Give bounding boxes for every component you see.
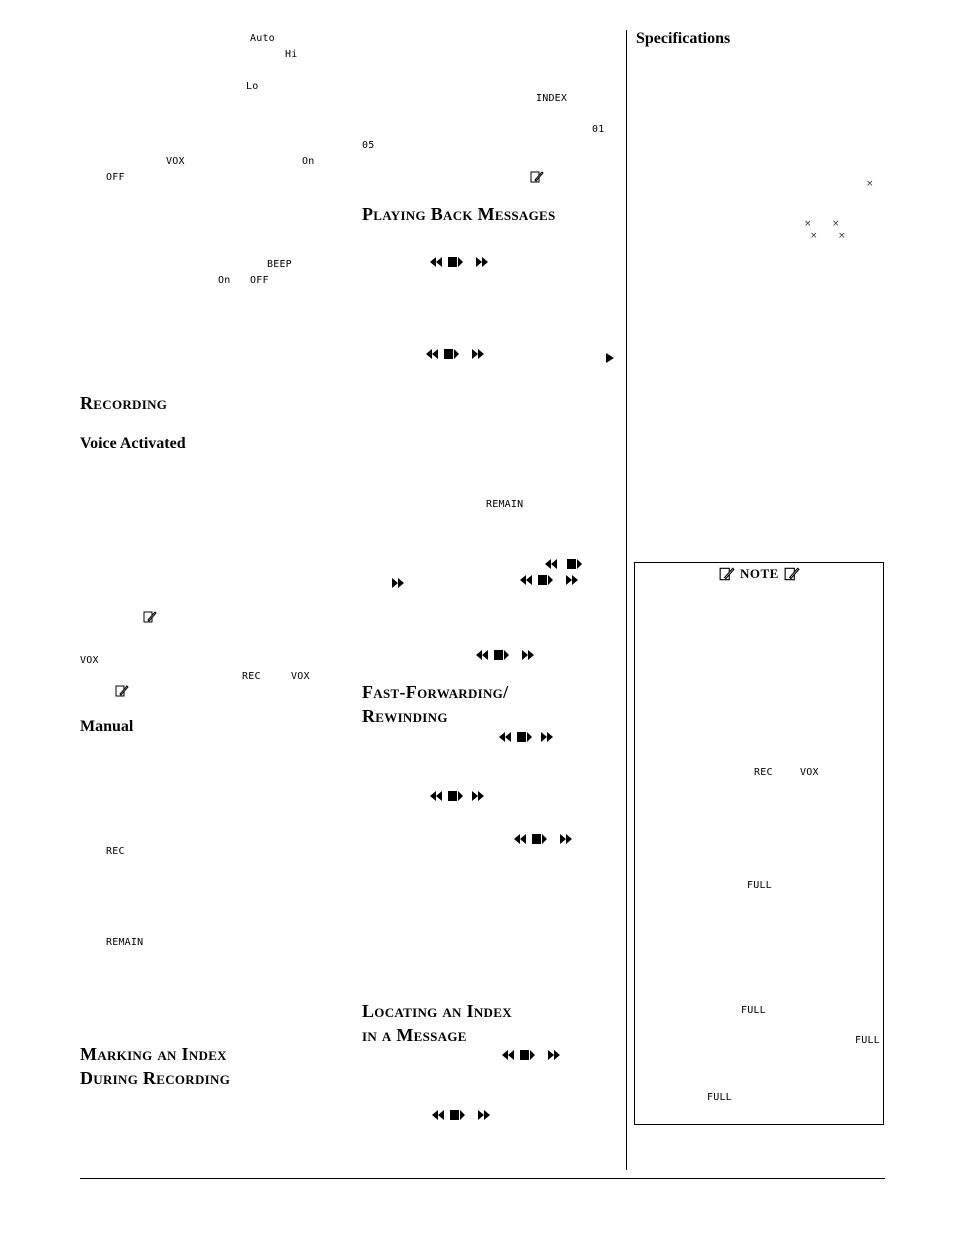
rewind-stop-ffwd-control-icon [545,558,585,570]
rewind-stop-ffwd-control-icon [499,731,553,743]
rewind-stop-ffwd-control-icon [502,1049,560,1061]
heading-playing-back-messages: Playing Back Messages [362,204,556,224]
rewind-stop-ffwd-control-icon [520,574,578,586]
lcd-05: 05 [362,140,375,151]
lcd-lo: Lo [246,81,259,92]
lcd-vox-3: VOX [291,671,310,682]
lcd-rec-2: REC [106,846,125,857]
footer-rule [80,1178,885,1179]
lcd-index: INDEX [536,93,568,104]
heading-locating-index-line2: in a Message [362,1025,467,1045]
note-icon [784,566,800,582]
lcd-full: FULL [707,1092,732,1103]
heading-manual: Manual [80,718,134,735]
lcd-rec: REC [754,767,773,778]
rewind-stop-ffwd-control-icon [430,256,488,268]
play-triangle-icon [606,348,614,367]
lcd-on: On [302,156,315,167]
lcd-01: 01 [592,124,605,135]
lcd-full: FULL [747,880,772,891]
rewind-stop-ffwd-control-icon [476,649,534,661]
rewind-stop-ffwd-control-icon [426,348,484,360]
rewind-stop-ffwd-control-icon [430,790,484,802]
column-divider [626,30,627,1170]
rewind-stop-ffwd-control-icon [432,1109,490,1121]
note-icon [530,170,544,184]
lcd-remain: REMAIN [486,499,524,510]
heading-marking-index-line1: Marking an Index [80,1044,227,1064]
heading-fast-forwarding-line2: Rewinding [362,706,448,726]
multiplication-sign-icon: × [810,231,818,241]
lcd-full: FULL [741,1005,766,1016]
lcd-off-2: OFF [250,275,269,286]
lcd-beep: BEEP [267,259,292,270]
note-icon [719,566,735,582]
note-icon [143,610,157,624]
lcd-vox: VOX [166,156,185,167]
multiplication-sign-icon: × [866,179,874,189]
lcd-vox-2: VOX [80,655,99,666]
note-header [719,566,800,582]
lcd-off: OFF [106,172,125,183]
lcd-vox: VOX [800,767,819,778]
multiplication-sign-icon: × [832,219,840,229]
lcd-rec: REC [242,671,261,682]
multiplication-sign-icon: × [804,219,812,229]
ffwd-icon [392,574,404,593]
multiplication-sign-icon: × [838,231,846,241]
heading-recording: Recording [80,393,168,413]
note-label: NOTE [740,566,779,581]
heading-specifications: Specifications [636,30,731,47]
lcd-on-2: On [218,275,231,286]
note-box [634,562,884,1125]
rewind-stop-ffwd-control-icon [514,833,572,845]
heading-fast-forwarding-line1: Fast-Forwarding/ [362,682,509,702]
lcd-auto: Auto [250,33,275,44]
lcd-full: FULL [855,1035,880,1046]
heading-locating-index-line1: Locating an Index [362,1001,512,1021]
note-icon [115,684,129,698]
heading-marking-index-line2: During Recording [80,1068,231,1088]
lcd-hi: Hi [285,49,298,60]
heading-voice-activated: Voice Activated [80,435,186,452]
lcd-remain: REMAIN [106,937,144,948]
